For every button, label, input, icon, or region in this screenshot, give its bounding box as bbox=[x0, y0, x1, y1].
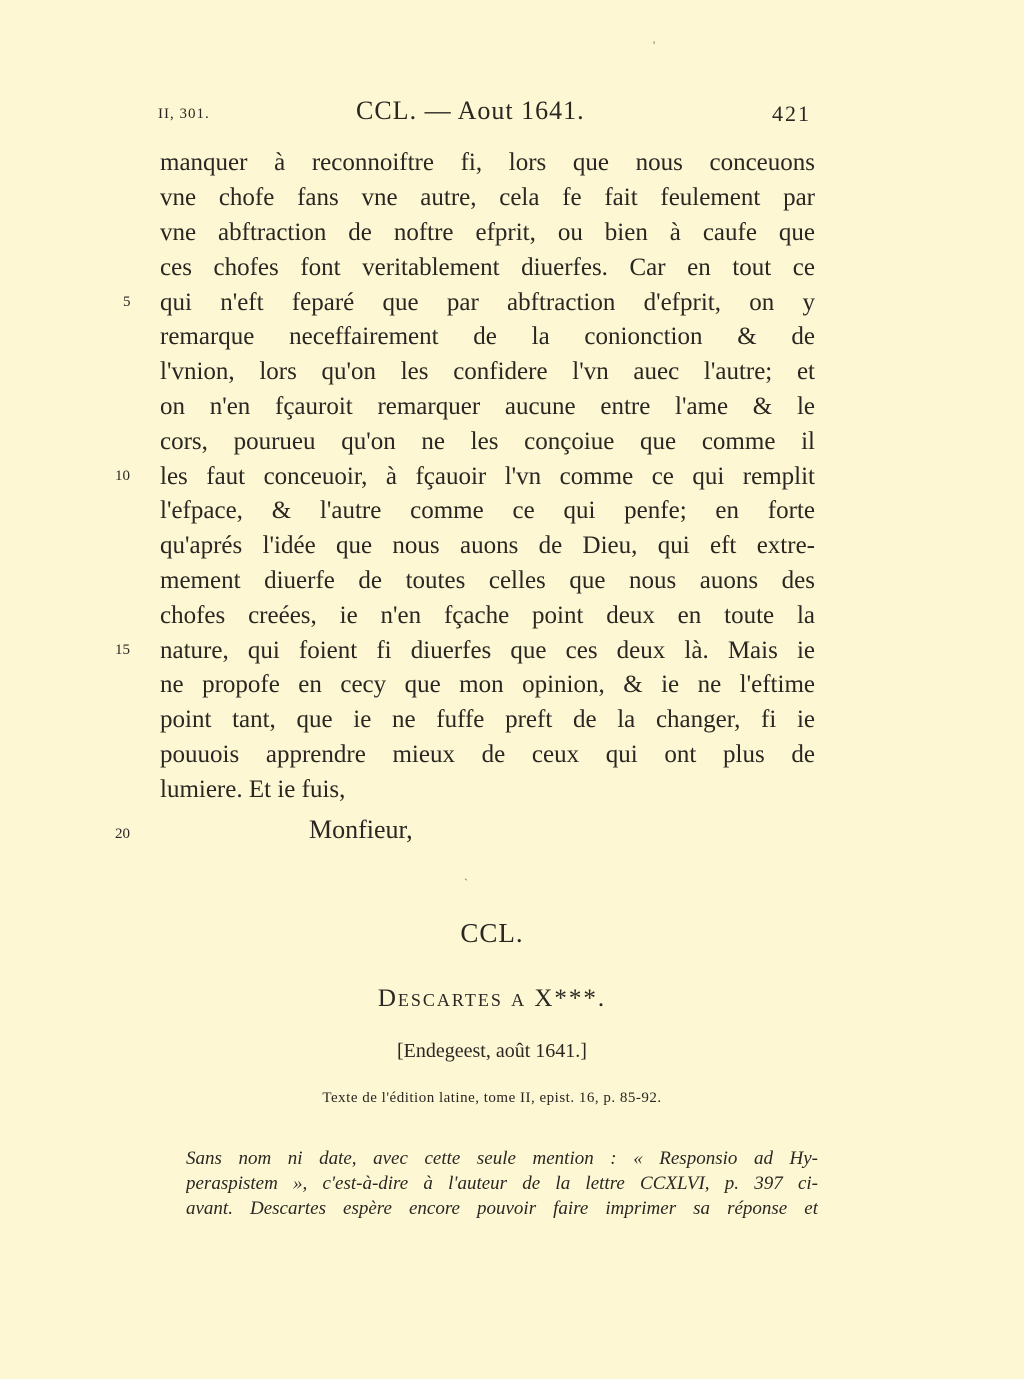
body-line: on n'en fçauroit remarquer aucune entre l'ame & le bbox=[160, 393, 815, 420]
body-line: pouuois apprendre mieux de ceux qui ont plus de bbox=[160, 741, 815, 768]
body-line: vne chofe fans vne autre, cela fe fait feulement par bbox=[160, 184, 815, 211]
line-number-10: 10 bbox=[115, 468, 130, 484]
body-line: nature, qui foient fi diuerfes que ces deux là. Mais ie bbox=[160, 637, 815, 664]
body-line: ces chofes font veritablement diuerfes. Car en tout ce bbox=[160, 254, 815, 281]
note-line: peraspistem », c'est-à-dire à l'auteur de la lettre CCXLVI, p. 397 ci- bbox=[186, 1173, 818, 1194]
note-line: avant. Descartes espère encore pouvoir faire imprimer sa réponse et bbox=[186, 1198, 818, 1219]
print-speck: ` bbox=[464, 876, 468, 890]
line-number-20: 20 bbox=[115, 826, 130, 842]
body-line: ne propofe en cecy que mon opinion, & ie ne l'eftime bbox=[160, 671, 815, 698]
body-line: mement diuerfe de toutes celles que nous auons des bbox=[160, 567, 815, 594]
line-number-5: 5 bbox=[123, 294, 131, 310]
body-line: manquer à reconnoiftre fi, lors que nous conceuons bbox=[160, 149, 815, 176]
body-line: vne abftraction de noftre efprit, ou bien à caufe que bbox=[160, 219, 815, 246]
body-line: l'efpace, & l'autre comme ce qui penfe; en forte bbox=[160, 497, 815, 524]
body-line: remarque neceffairement de la conionction & de bbox=[160, 323, 815, 350]
body-line: lumiere. Et ie fuis, bbox=[160, 776, 346, 803]
header-title: CCL. — Aout 1641. bbox=[356, 96, 585, 125]
body-line: chofes creées, ie n'en fçache point deux en toute la bbox=[160, 602, 815, 629]
body-line: cors, pourueu qu'on ne les conçoiue que comme il bbox=[160, 428, 815, 455]
body-line: qu'aprés l'idée que nous auons de Dieu, qui eft extre- bbox=[160, 532, 815, 559]
line-number-15: 15 bbox=[115, 642, 130, 658]
body-line: qui n'eft feparé que par abftraction d'efprit, on y bbox=[160, 289, 815, 316]
source-note: Texte de l'édition latine, tome II, epist. 16, p. 85-92. bbox=[322, 1090, 662, 1106]
body-line: les faut conceuoir, à fçauoir l'vn comme ce qui remplit bbox=[160, 463, 815, 490]
letter-number: CCL. bbox=[460, 918, 524, 948]
page-number: 421 bbox=[772, 101, 811, 126]
letter-correspondents: Descartes a X***. bbox=[377, 985, 607, 1012]
closing-salutation: Monfieur, bbox=[309, 815, 413, 844]
body-line: point tant, que ie ne fuffe preft de la changer, fi ie bbox=[160, 706, 815, 733]
header-volume-ref: II, 301. bbox=[158, 106, 210, 122]
note-line: Sans nom ni date, avec cette seule mention : « Responsio ad Hy- bbox=[186, 1148, 818, 1169]
letter-place-date: [Endegeest, août 1641.] bbox=[397, 1040, 587, 1062]
body-line: l'vnion, lors qu'on les confidere l'vn auec l'autre; et bbox=[160, 358, 815, 385]
print-speck: ' bbox=[653, 38, 656, 52]
